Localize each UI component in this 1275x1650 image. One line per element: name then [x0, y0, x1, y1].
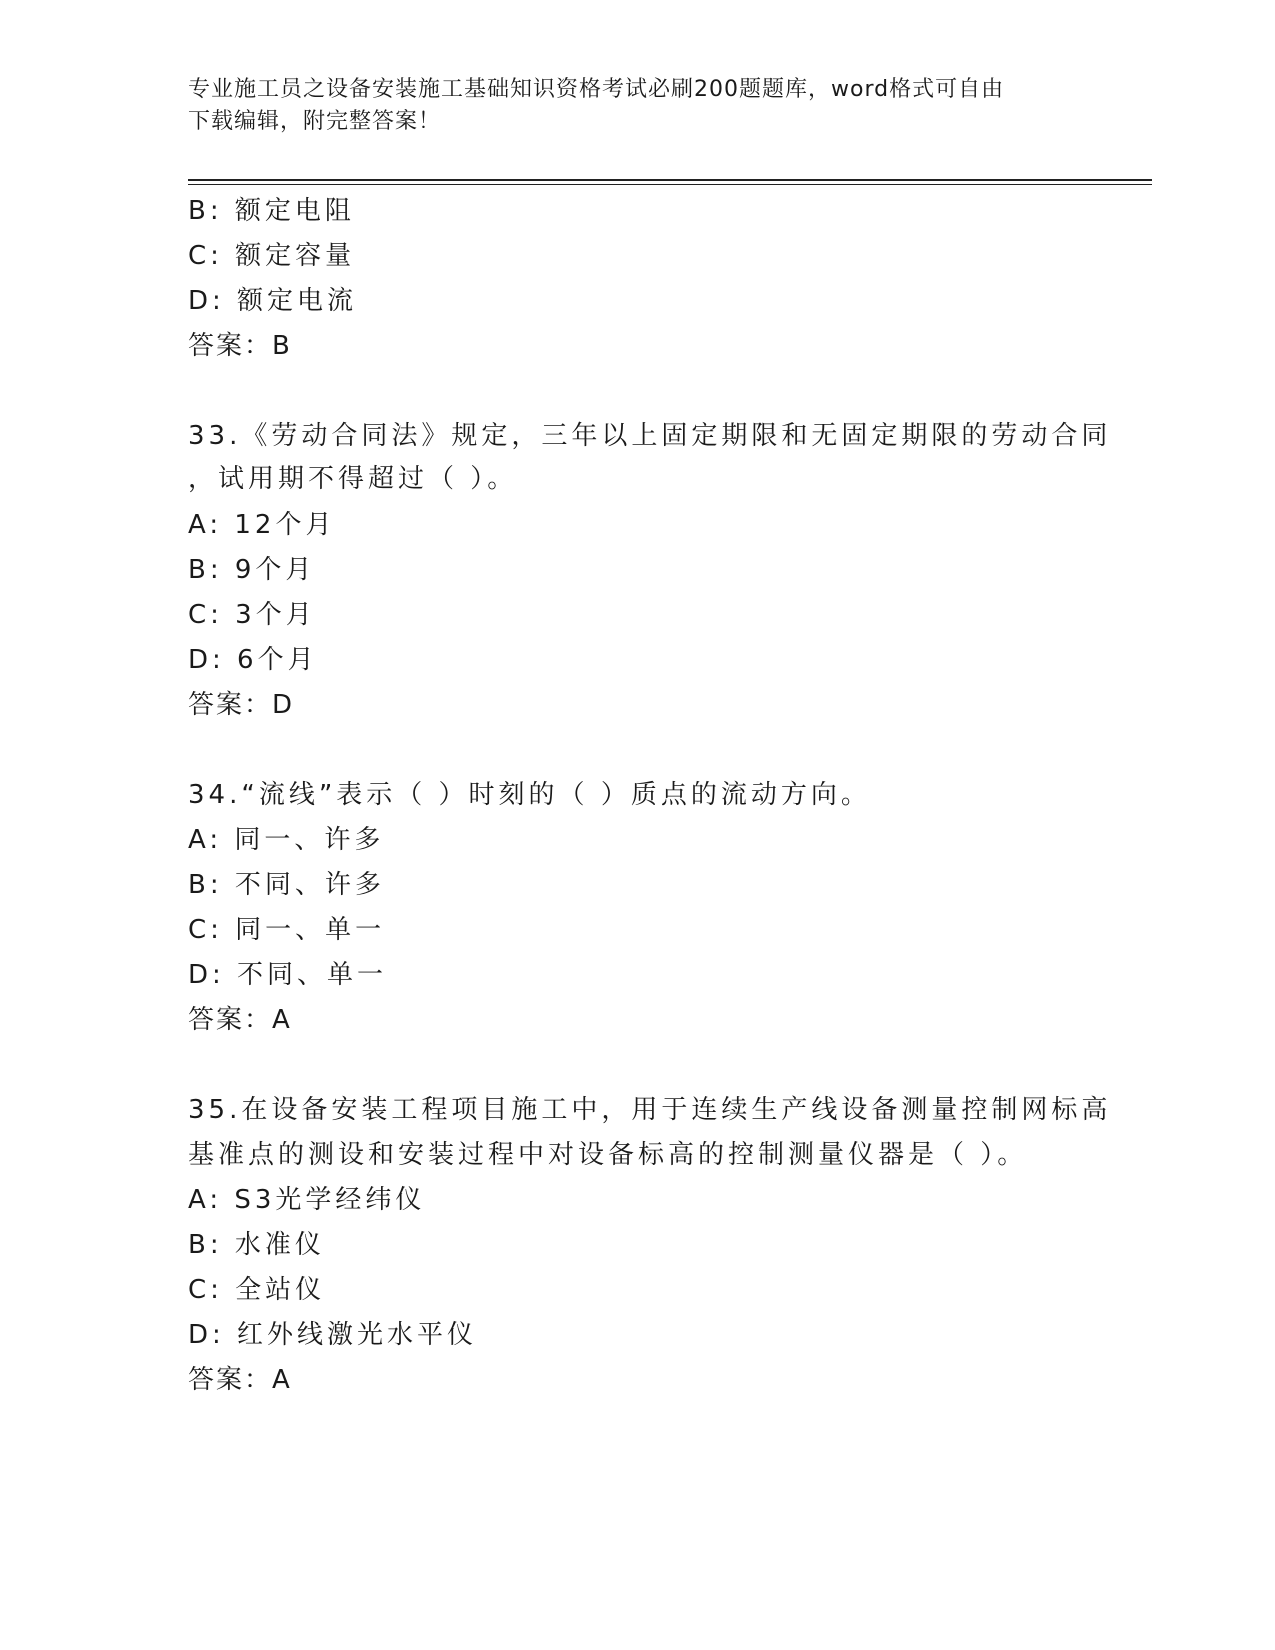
- q33-stem-line-2: ，试用期不得超过（ ）。: [188, 464, 518, 494]
- q34-option-b: B: 不同、许多: [188, 870, 385, 900]
- q35-option-a: A: S3光学经纬仪: [188, 1185, 426, 1215]
- q35-answer: 答案：A: [188, 1365, 292, 1395]
- q33-option-d: D: 6个月: [188, 645, 318, 675]
- q34-option-c: C: 同一、单一: [188, 915, 386, 945]
- q35-option-c: C: 全站仪: [188, 1275, 326, 1305]
- header-rule-thick: [188, 179, 1152, 181]
- header-line-2: 下载编辑，附完整答案！: [188, 109, 442, 134]
- document-header: [188, 74, 1088, 138]
- q33-option-b: B: 9个月: [188, 555, 316, 585]
- q34-answer: 答案：A: [188, 1005, 292, 1035]
- q32-answer: 答案：B: [188, 331, 292, 361]
- q33-stem-line-1: 33.《劳动合同法》规定，三年以上固定期限和无固定期限的劳动合同: [188, 421, 1112, 451]
- q32-option-c: C: 额定容量: [188, 241, 356, 271]
- q35-stem-line-2: 基准点的测设和安装过程中对设备标高的控制测量仪器是（ ）。: [188, 1140, 1028, 1170]
- q34-stem-line-1: 34.“流线”表示（ ）时刻的（ ）质点的流动方向。: [188, 780, 871, 810]
- q33-option-a: A: 12个月: [188, 510, 336, 540]
- q35-option-d: D: 红外线激光水平仪: [188, 1320, 478, 1350]
- header-rule-thin: [188, 184, 1152, 185]
- q33-answer: 答案：D: [188, 690, 295, 720]
- q33-option-c: C: 3个月: [188, 600, 316, 630]
- q32-option-b: B: 额定电阻: [188, 196, 355, 226]
- q35-stem-line-1: 35.在设备安装工程项目施工中，用于连续生产线设备测量控制网标高: [188, 1095, 1112, 1125]
- q32-option-d: D: 额定电流: [188, 286, 358, 316]
- q34-option-a: A: 同一、许多: [188, 825, 385, 855]
- q34-option-d: D: 不同、单一: [188, 960, 388, 990]
- header-line-1: 专业施工员之设备安装施工基础知识资格考试必刷200题题库，word格式可自由: [188, 77, 1005, 102]
- q35-option-b: B: 水准仪: [188, 1230, 325, 1260]
